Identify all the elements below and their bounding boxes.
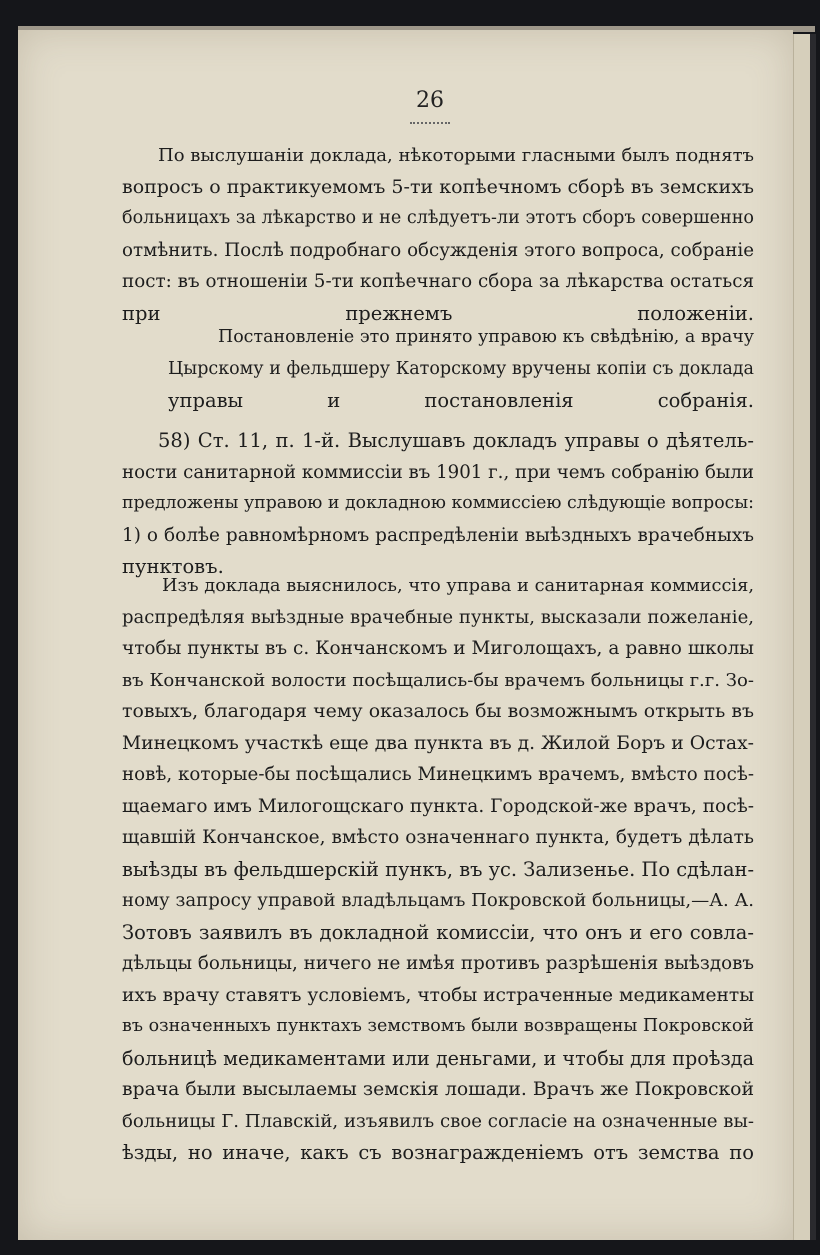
text-line: новѣ, которые-бы посѣщались Минецкимъ врачемъ, вмѣсто посѣ- — [122, 764, 754, 785]
text-line: товыхъ, благодаря чему оказалось бы возможнымъ открыть въ — [122, 700, 754, 722]
text-line: въ означенныхъ пунктахъ земствомъ были возвращены Покровской — [122, 1016, 754, 1036]
text-line: ихъ врачу ставятъ условіемъ, чтобы истраченные медикаменты — [122, 984, 754, 1006]
text-line: больницахъ за лѣкарство и не слѣдуетъ-ли этотъ сборъ совершенно — [122, 208, 754, 228]
text-line: Зотовъ заявилъ въ докладной комиссіи, что онъ и его совла- — [122, 920, 754, 944]
text-line: больницы Г. Плавскій, изъявилъ свое согласіе на означенные вы- — [122, 1110, 754, 1132]
text-line: пунктовъ. — [122, 555, 224, 578]
text-line: пост: въ отношеніи 5-ти копѣечнаго сбора за лѣкарства остаться — [122, 271, 754, 292]
paragraph-3 — [122, 425, 754, 583]
text-line: По выслушаніи доклада, нѣкоторыми гласными былъ поднятъ — [158, 145, 754, 166]
text-line: управы и постановленія собранія. — [168, 389, 754, 412]
text-line: Постановленіе это принято управою къ свѣдѣнію, а врачу — [218, 327, 754, 347]
text-line: вопросъ о практикуемомъ 5-ти копѣечномъ сборѣ въ земскихъ — [122, 175, 754, 198]
text-line: распредѣляя выѣздные врачебные пункты, высказали пожеланіе, — [122, 606, 754, 628]
text-line: ности санитарной коммиссіи въ 1901 г., при чемъ собранію были — [122, 461, 754, 483]
text-line: ѣзды, но иначе, какъ съ вознагражденіемъ отъ земства по — [122, 1141, 754, 1164]
text-line: Минецкомъ участкѣ еще два пункта въ д. Жилой Боръ и Остах- — [122, 732, 754, 754]
text-line: отмѣнить. Послѣ подробнаго обсужденія этого вопроса, собраніе — [122, 239, 754, 261]
text-line: въ Кончанской волости посѣщались-бы врачемъ больницы г.г. Зо- — [122, 669, 754, 691]
text-line: Цырскому и фельдшеру Каторскому вручены копіи съ доклада — [168, 358, 754, 379]
text-line: выѣзды въ фельдшерскій пункъ, въ ус. Зализенье. По сдѣлан- — [122, 857, 754, 881]
page-number-ornament — [410, 118, 450, 124]
paragraph-4 — [122, 570, 754, 1169]
text-line: 1) о болѣе равномѣрномъ распредѣленіи выѣздныхъ врачебныхъ — [122, 524, 754, 546]
page-number: 26 — [416, 88, 444, 113]
text-line: чтобы пункты въ с. Кончанскомъ и Миголощахъ, а равно школы — [122, 638, 754, 659]
text-line: дѣльцы больницы, ничего не имѣя противъ разрѣшенія выѣздовъ — [122, 953, 754, 974]
text-line: при прежнемъ положеніи. — [122, 301, 754, 325]
text-line: ному запросу управой владѣльцамъ Покровской больницы,—А. А. — [122, 890, 754, 911]
text-line: врача были высылаемы земскія лошади. Врачъ же Покровской — [122, 1079, 754, 1100]
next-page-edge — [793, 34, 816, 1240]
paragraph-1 — [122, 140, 754, 329]
text-line: щавшій Кончанское, вмѣсто означеннаго пункта, будетъ дѣлать — [122, 827, 754, 848]
text-line: щаемаго имъ Милогощскаго пункта. Городской-же врачъ, посѣ- — [122, 795, 754, 817]
text-line: Изъ доклада выяснилось, что управа и санитарная коммиссія, — [162, 575, 754, 596]
text-line: 58) Ст. 11, п. 1-й. Выслушавъ докладъ управы о дѣятель- — [158, 429, 754, 452]
text-line: предложены управою и докладною коммиссіею слѣдующіе вопросы: — [122, 493, 754, 513]
paragraph-2 — [168, 322, 754, 417]
text-line: больницѣ медикаментами или деньгами, и чтобы для проѣзда — [122, 1046, 754, 1070]
